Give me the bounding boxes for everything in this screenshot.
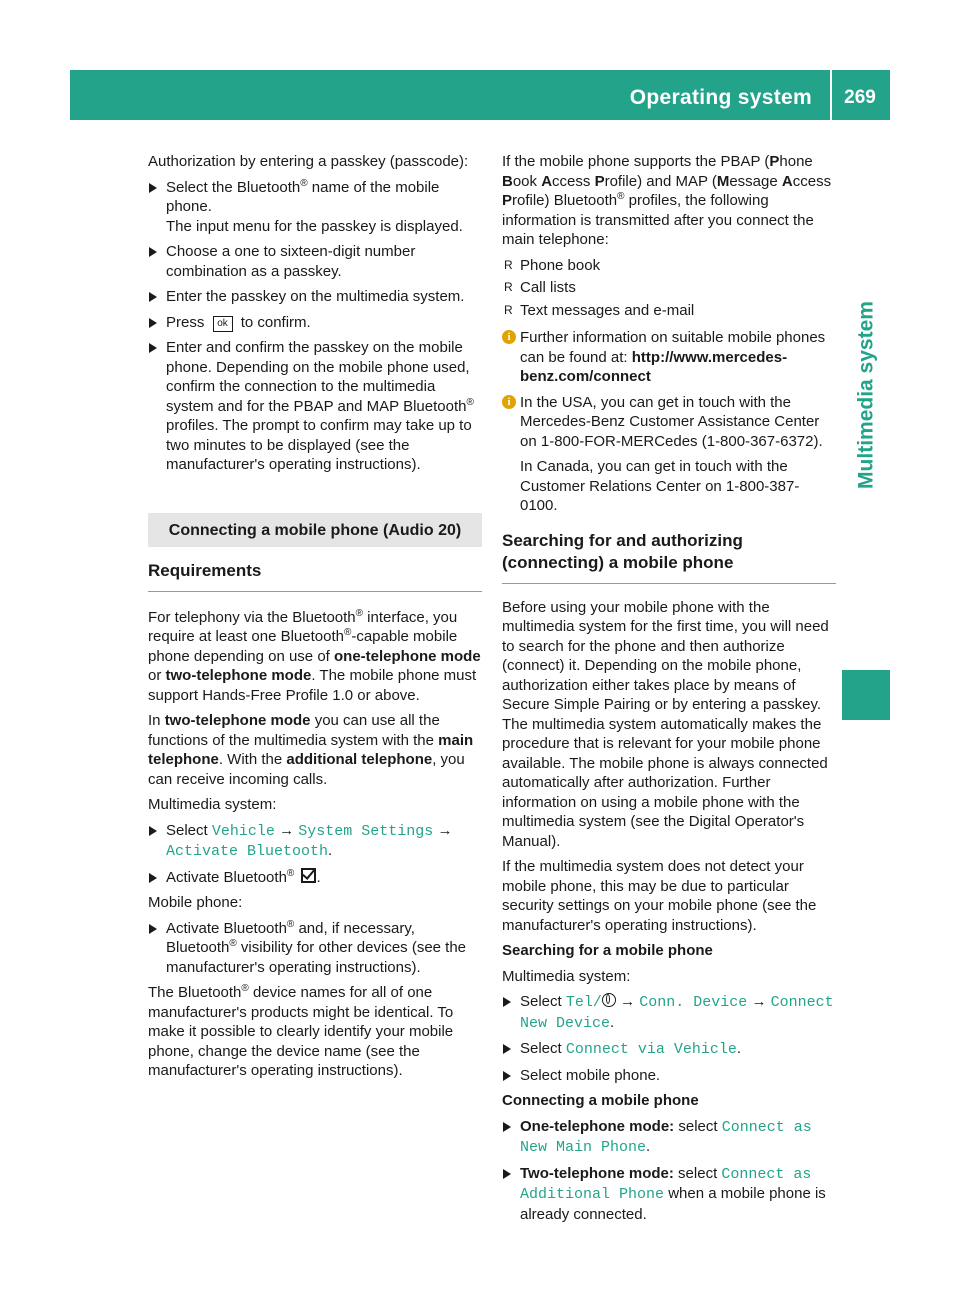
globe-icon	[602, 993, 616, 1007]
menu-tel: Tel/	[565, 994, 602, 1011]
menu-conn-device: Conn. Device	[639, 994, 748, 1011]
menu-arrow-icon: →	[751, 993, 767, 1010]
mobile-phone-label: Mobile phone:	[148, 894, 243, 911]
left-column	[148, 152, 482, 1087]
step-arrow-icon	[503, 1071, 511, 1081]
multimedia-label: Multimedia system:	[502, 967, 631, 985]
ok-key-icon: ok	[213, 316, 233, 332]
step-arrow-icon	[149, 343, 157, 353]
multimedia-label: Multimedia system:	[148, 796, 277, 813]
step-two-telephone-mode: Two-telephone mode: select Connect as Additional Phone when a mobile phone is already connected.	[502, 1164, 836, 1225]
step-arrow-icon	[503, 1044, 511, 1054]
chapter-title: Operating system	[629, 86, 812, 109]
checkbox-checked-icon	[301, 868, 316, 883]
search-subheading: Searching for a mobile phone	[502, 942, 713, 959]
connecting-subheading: Connecting a mobile phone	[502, 1092, 699, 1109]
list-item: R Text messages and e-mail	[504, 301, 695, 319]
info-note-phones: i Further information on suitable mobile phones can be found at: http://www.mercedes-benz.com/connect	[502, 328, 836, 387]
step-arrow-icon	[149, 318, 157, 328]
page-number: 269	[844, 87, 876, 108]
step-select-connect-via: Select Connect via Vehicle.	[502, 1039, 836, 1060]
step-activate-bluetooth: Activate Bluetooth® .	[148, 868, 482, 888]
step-arrow-icon	[503, 997, 511, 1007]
step-press-ok: Press ok to confirm.	[148, 313, 482, 333]
side-tab	[842, 130, 890, 660]
header-divider	[830, 70, 832, 120]
info-note-contact: i In the USA, you can get in touch with the Mercedes-Benz Customer Assistance Center on 1-800-FOR-MERCedes (1-800-367-6372). In Canada, you can get in touch with the Customer Relations Center on 1-800-387-0100.	[502, 393, 836, 516]
page-header	[70, 70, 890, 120]
pbap-paragraph: If the mobile phone supports the PBAP (Phone Book Access Profile) and MAP (Message Access Profile) Bluetooth® profiles, the following information is transmitted after you connect the main telephone:	[502, 153, 832, 248]
list-item: R Phone book	[504, 256, 601, 274]
step-confirm-passkey: Enter and confirm the passkey on the mobile phone. Depending on the mobile phone used, confirm the connection to the multimedia system and for the PBAP and MAP Bluetooth® profiles. The prompt to confirm may take up to two minutes to be displayed (see the manufacturer's operating instructions).	[148, 338, 482, 475]
step-one-telephone-mode: One-telephone mode: select Connect as New Main Phone.	[502, 1117, 836, 1158]
menu-vehicle: Vehicle	[211, 822, 275, 840]
info-icon: i	[502, 330, 516, 344]
step-enter-passkey: Enter the passkey on the multimedia system.	[148, 287, 482, 307]
bullet-icon: R	[504, 302, 513, 317]
step-arrow-icon	[149, 924, 157, 934]
device-names-paragraph: The Bluetooth® device names for all of one manufacturer's products might be identical. To make it possible to clearly identify your mobile phone, change the device name (see the manufacturer's operating instructions).	[148, 983, 454, 1079]
search-authorize-heading: Searching for and authorizing (connecting) a mobile phone	[502, 530, 836, 584]
menu-connect-via-vehicle: Connect via Vehicle	[565, 1041, 737, 1058]
bullet-icon: R	[504, 280, 513, 294]
requirements-paragraph: For telephony via the Bluetooth® interface, you require at least one Bluetooth®-capable mobile phone depending on use of one-telephone mode or two-telephone mode. The mobile phone must support Hands-Free Profile 1.0 or above.	[148, 607, 481, 704]
passkey-intro: Authorization by entering a passkey (passcode):	[148, 153, 469, 170]
search-paragraph: Before using your mobile phone with the multimedia system for the first time, you will need to search for the phone and then authorize (connect) it. Depending on the mobile phone, authorization either takes place by means of Secure Simple Pairing or by entering a passkey. The multimedia system automatically makes the procedure that is relevant for your mobile phone available. The mobile phone is always connected automatically after authorization. Further information on using a mobile phone with the multimedia system (see the Digital Operator's Manual).	[502, 598, 829, 850]
side-tab-label: Multimedia system	[854, 301, 878, 489]
step-activate-bluetooth-visibility: Activate Bluetooth® and, if necessary, Bluetooth® visibility for other devices (see the manufacturer's operating instructions).	[148, 919, 482, 978]
step-arrow-icon	[149, 873, 157, 883]
mercedes-connect-url: http://www.mercedes-benz.com/connect	[520, 348, 788, 385]
bullet-icon: R	[504, 257, 513, 272]
menu-arrow-icon: →	[620, 993, 636, 1010]
step-choose-number: Choose a one to sixteen-digit number combination as a passkey.	[148, 242, 482, 281]
list-item: R Call lists	[504, 279, 576, 296]
detect-paragraph: If the multimedia system does not detect your mobile phone, this may be due to particular security settings on your mobile phone (see the manufacturer's operating instructions).	[502, 858, 817, 934]
menu-connect-new-main: Connect as New Main Phone	[520, 1118, 812, 1156]
right-column	[502, 152, 836, 1230]
menu-connect-additional: Connect as Additional Phone	[520, 1165, 812, 1203]
menu-arrow-icon: →	[437, 821, 453, 839]
menu-arrow-icon: →	[279, 821, 295, 839]
requirements-heading: Requirements	[148, 561, 482, 592]
step-arrow-icon	[149, 183, 157, 193]
menu-activate-bluetooth: Activate Bluetooth	[166, 843, 329, 860]
step-select-phone: Select mobile phone.	[502, 1066, 836, 1086]
step-arrow-icon	[503, 1169, 511, 1179]
step-arrow-icon	[149, 292, 157, 302]
side-marker	[842, 670, 890, 720]
two-telephone-paragraph: In two-telephone mode you can use all the functions of the multimedia system with the main telephone. With the additional telephone, you can receive incoming calls.	[148, 712, 474, 788]
step-arrow-icon	[503, 1122, 511, 1132]
section-title: Connecting a mobile phone (Audio 20)	[148, 513, 482, 548]
step-select-bluetooth: Select the Bluetooth® name of the mobile phone. The input menu for the passkey is displayed.	[148, 178, 482, 237]
step-select-tel-menu: Select Tel/ → Conn. Device → Connect New Device.	[502, 992, 836, 1033]
info-icon: i	[502, 395, 516, 409]
menu-system-settings: System Settings	[298, 822, 434, 840]
step-arrow-icon	[149, 247, 157, 257]
step-arrow-icon	[149, 826, 157, 836]
step-select-vehicle-menu: Select Vehicle → System Settings → Activate Bluetooth.	[148, 821, 482, 862]
menu-connect-new-device: Connect New Device	[520, 994, 834, 1032]
